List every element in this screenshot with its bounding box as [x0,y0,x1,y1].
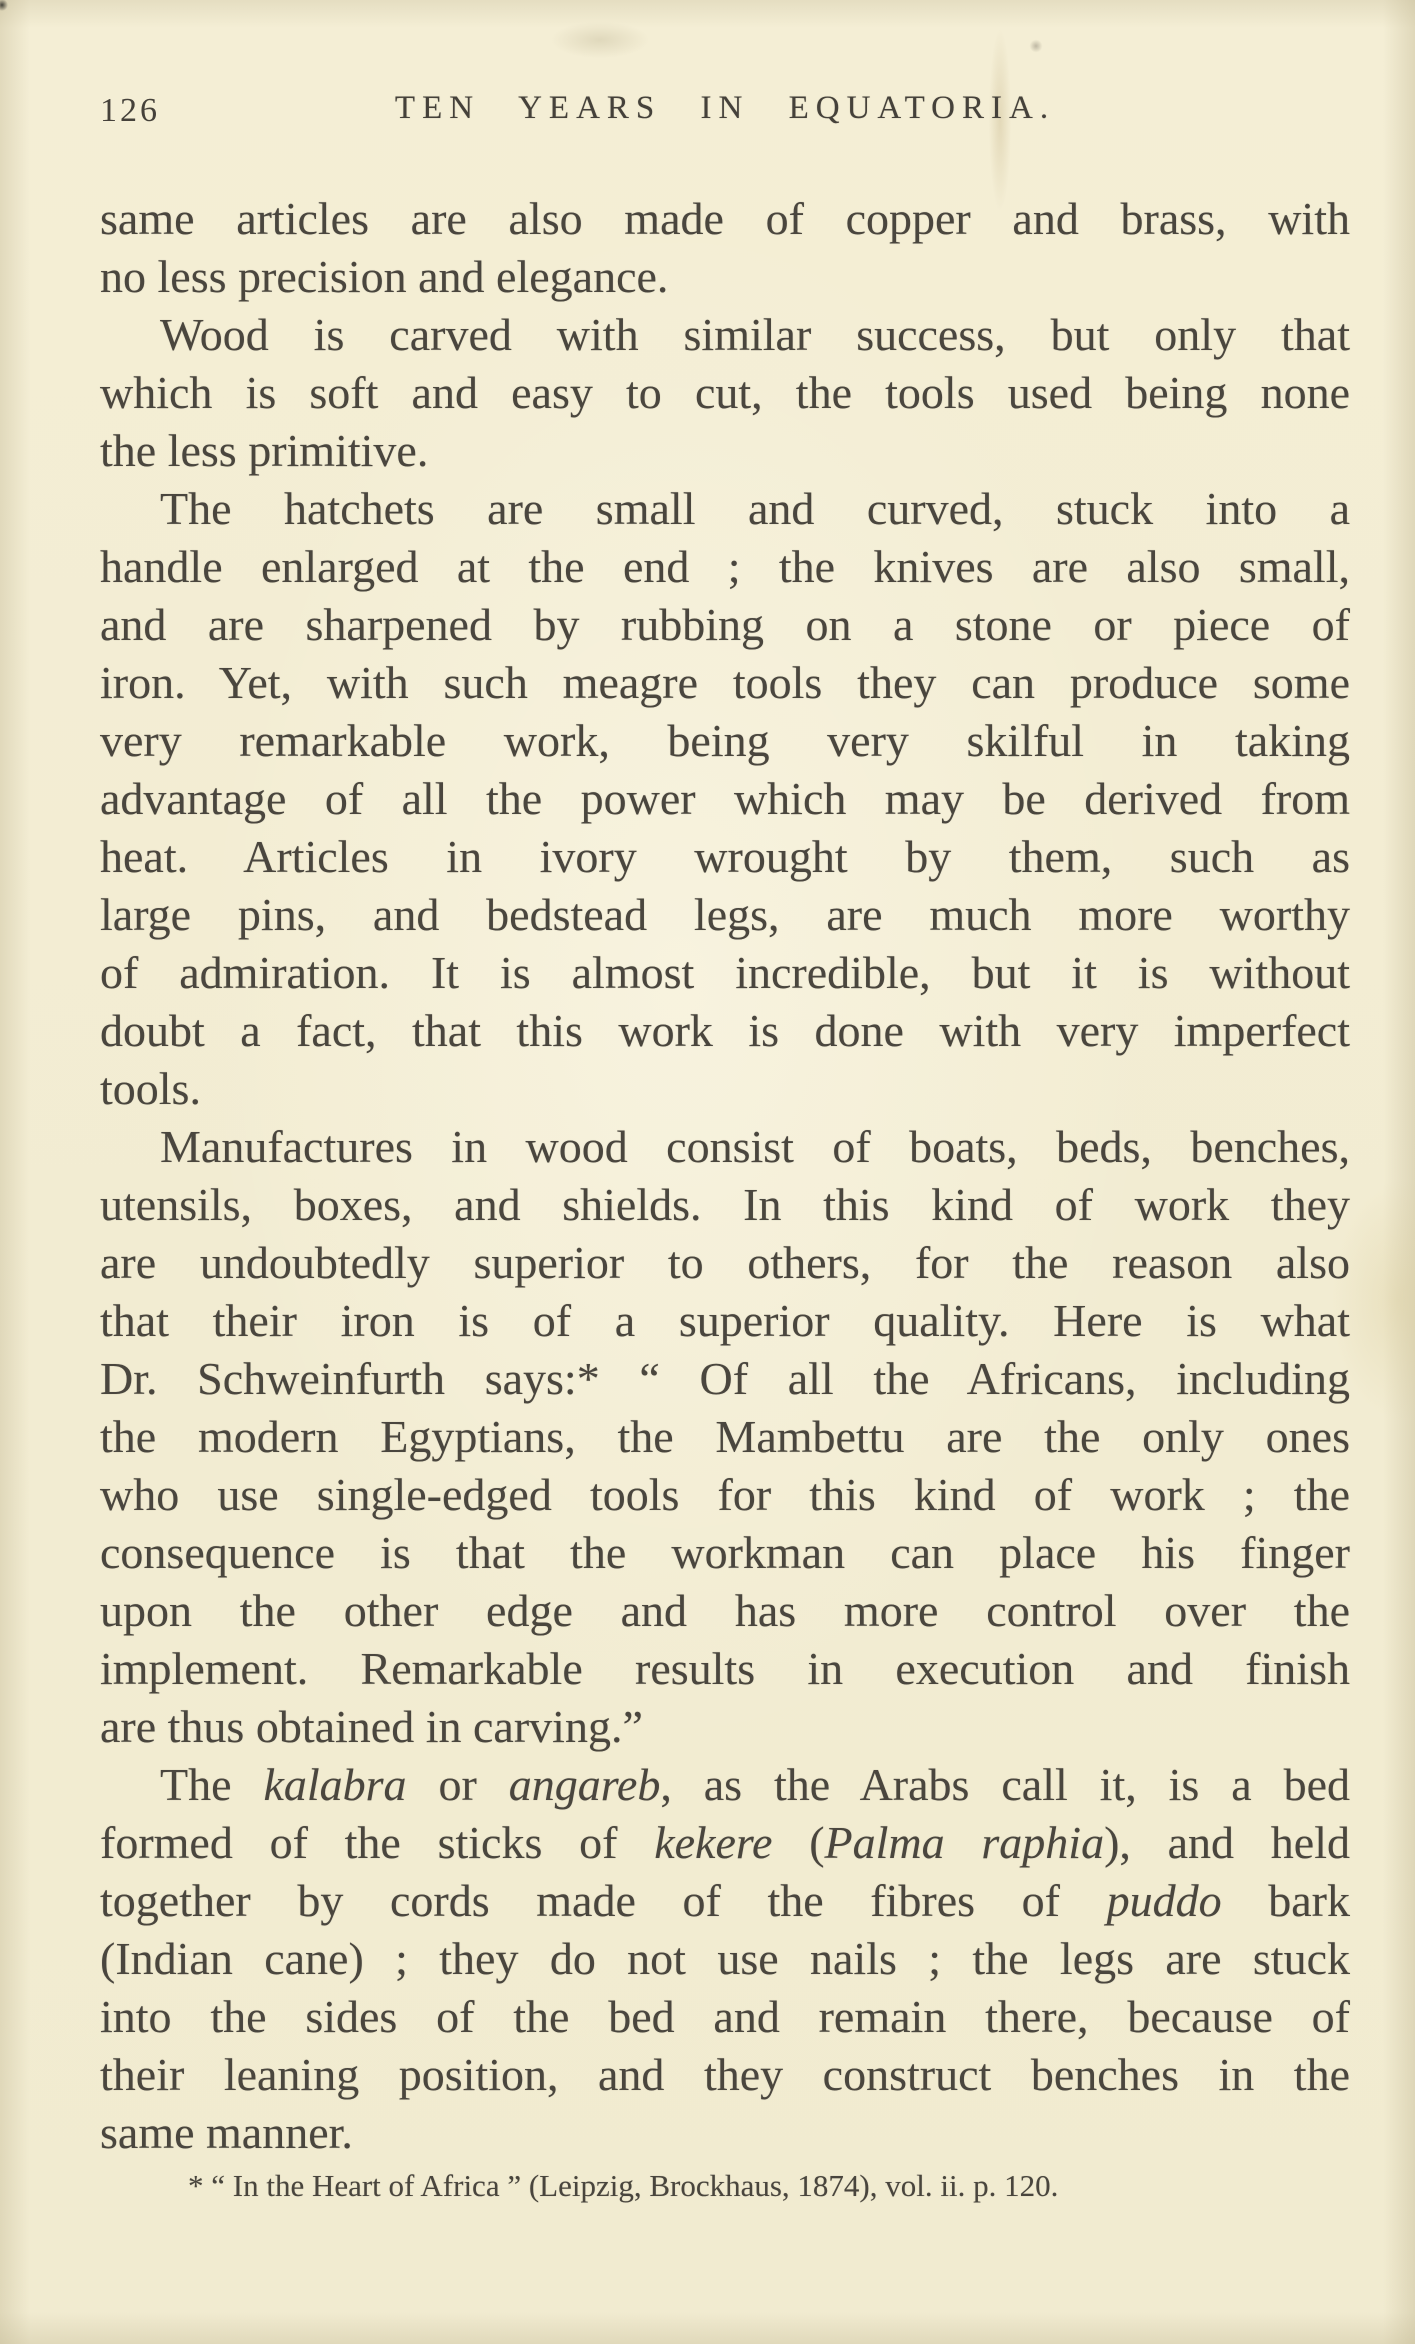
text-line: large pins, and bedstead legs, are much more worthy [100,889,1350,940]
text-line: the less primitive. [100,425,429,476]
text-line: handle enlarged at the end ; the knives are also small, [100,541,1350,592]
text-line: into the sides of the bed and remain there, because of [100,1991,1350,2042]
text-line: utensils, boxes, and shields. In this kind of work they [100,1179,1350,1230]
text-line: heat. Articles in ivory wrought by them, such as [100,831,1350,882]
footnote: * “ In the Heart of Africa ” (Leipzig, Brockhaus, 1874), vol. ii. p. 120. [188,2168,1059,2203]
page-number: 126 [100,92,160,129]
text-line: (Indian cane) ; they do not use nails ; the legs are stuck [100,1933,1350,1984]
text-line: formed of the sticks of kekere (Palma raphia), and held [100,1817,1351,1868]
text-line: their leaning position, and they construct benches in the [100,2049,1350,2100]
text-line: Manufactures in wood consist of boats, beds, benches, [160,1121,1350,1172]
text-line: the modern Egyptians, the Mambettu are the only ones [100,1411,1350,1462]
text-line: are undoubtedly superior to others, for the reason also [100,1237,1350,1288]
text-line: tools. [100,1063,201,1114]
text-line: very remarkable work, being very skilful in taking [100,715,1350,766]
text-line: consequence is that the workman can place his finger [100,1527,1350,1578]
text-line: upon the other edge and has more control over the [100,1585,1350,1636]
text-line: that their iron is of a superior quality. Here is what [100,1295,1350,1346]
text-line: who use single-edged tools for this kind of work ; the [100,1469,1350,1520]
text-line: The kalabra or angareb, as the Arabs call it, is a bed [160,1759,1351,1810]
text-line: The hatchets are small and curved, stuck into a [160,483,1350,534]
text-line: of admiration. It is almost incredible, but it is without [100,947,1350,998]
text-line: Wood is carved with similar success, but only that [160,309,1350,360]
text-line: no less precision and elegance. [100,251,669,302]
text-line: same manner. [100,2107,353,2158]
text-line: which is soft and easy to cut, the tools used being none [100,367,1350,418]
text-line: iron. Yet, with such meagre tools they can produce some [100,657,1350,708]
text-line: together by cords made of the fibres of puddo bark [100,1875,1350,1926]
text-line: advantage of all the power which may be derived from [100,773,1350,824]
text-line: doubt a fact, that this work is done with very imperfect [100,1005,1350,1056]
text-line: Dr. Schweinfurth says:* “ Of all the Africans, including [100,1353,1350,1404]
text-line: same articles are also made of copper and brass, with [100,193,1350,244]
text-line: are thus obtained in carving.” [100,1701,643,1752]
text-line: implement. Remarkable results in execution and finish [100,1643,1350,1694]
body-text [100,190,1350,2162]
running-title: TEN YEARS IN EQUATORIA. [394,90,1056,126]
running-header [100,90,1350,132]
text-line: and are sharpened by rubbing on a stone or piece of [100,599,1350,650]
